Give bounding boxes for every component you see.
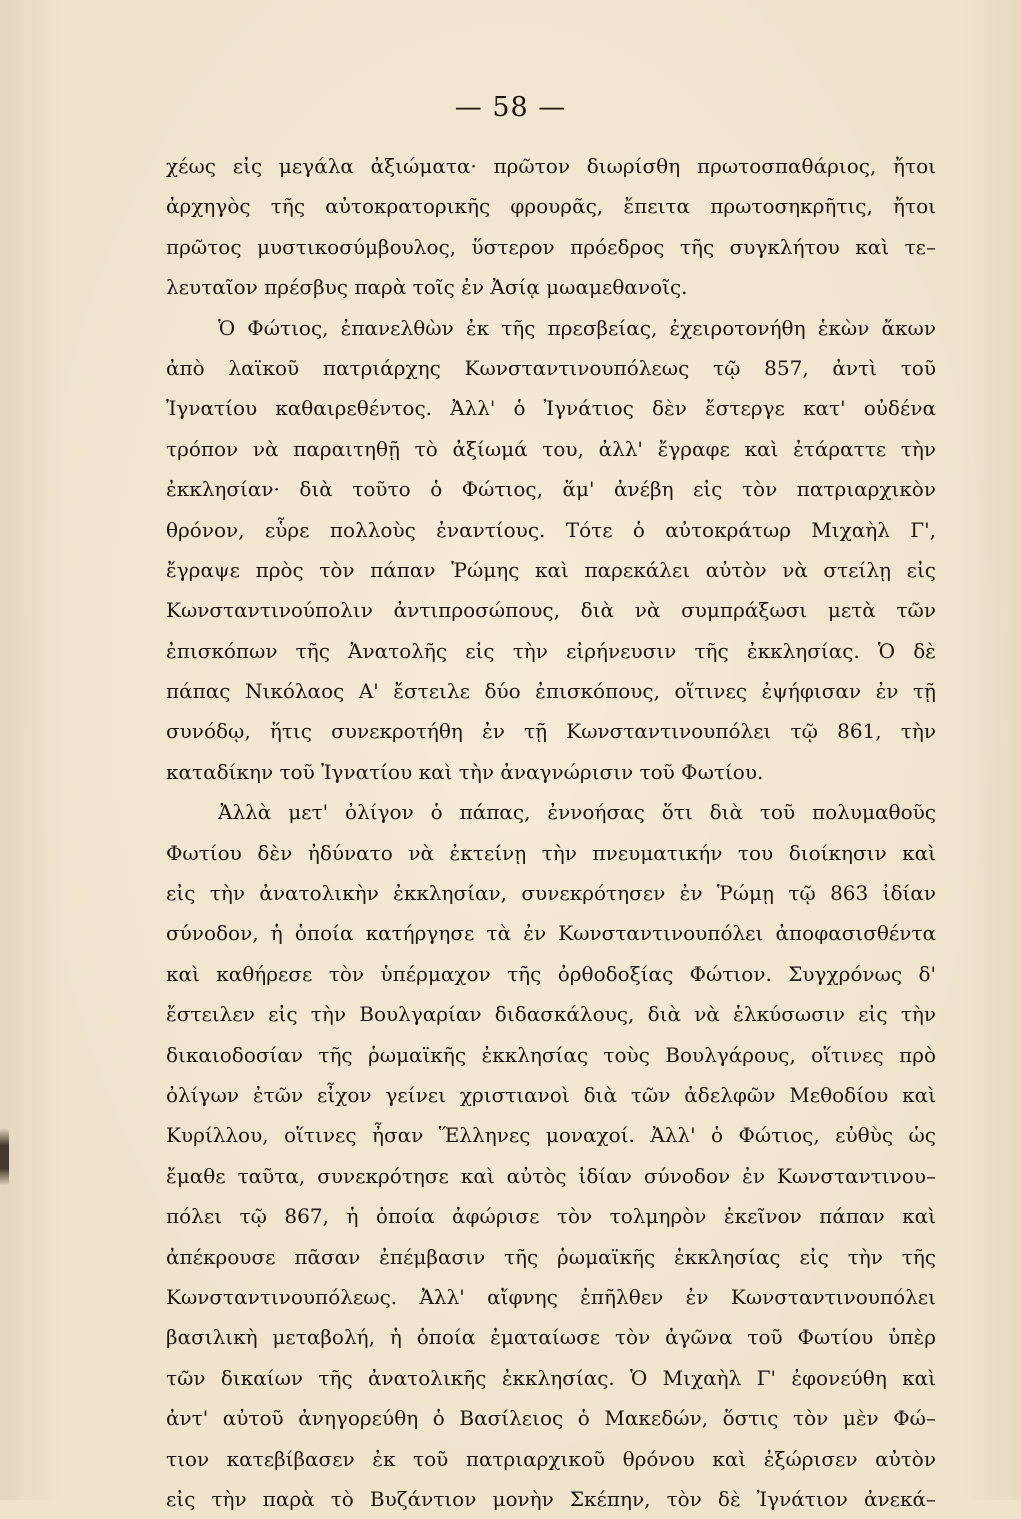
text-line: ἀντ' αὐτοῦ ἀνηγορεύθη ὁ Βασίλειος ὁ Μακεδών, ὅστις τὸν μὲν Φώ– (166, 1406, 936, 1431)
text-line: ἀπέκρουσε πᾶσαν ἐπέμβασιν τῆς ῥωμαϊκῆς ἐκκλησίας εἰς τὴν τῆς (166, 1244, 936, 1269)
body-text (166, 146, 936, 1519)
text-line: εἰς τὴν ἀνατολικὴν ἐκκλησίαν, συνεκρότησεν ἐν Ῥώμῃ τῷ 863 ἰδίαν (166, 881, 936, 906)
text-line: καὶ καθήρεσε τὸν ὑπέρμαχον τῆς ὀρθοδοξίας Φώτιον. Συγχρόνως δ' (166, 961, 936, 986)
text-line: πόλει τῷ 867, ἡ ὁποία ἀφώρισε τὸν τολμηρὸν ἐκεῖνον πάπαν καὶ (166, 1204, 936, 1229)
text-line: θρόνον, εὗρε πολλοὺς ἐναντίους. Τότε ὁ αὐτοκράτωρ Μιχαὴλ Γ', (166, 517, 936, 542)
text-line: Ἀλλὰ μετ' ὀλίγον ὁ πάπας, ἐννοήσας ὅτι διὰ τοῦ πολυμαθοῦς (218, 800, 936, 825)
text-line: καταδίκην τοῦ Ἰγνατίου καὶ τὴν ἀναγνώρισιν τοῦ Φωτίου. (166, 759, 764, 784)
text-line: ἔγραψε πρὸς τὸν πάπαν Ῥώμης καὶ παρεκάλει αὐτὸν νὰ στείλῃ εἰς (166, 557, 936, 582)
text-line: Κωνσταντινούπολιν ἀντιπροσώπους, διὰ νὰ συμπράξωσι μετὰ τῶν (166, 598, 936, 623)
text-line: βασιλικὴ μεταβολή, ἡ ὁποία ἐματαίωσε τὸν ἀγῶνα τοῦ Φωτίου ὑπὲρ (166, 1325, 936, 1350)
text-line: Κυρίλλου, οἵτινες ἦσαν Ἕλληνες μοναχοί. Ἀλλ' ὁ Φώτιος, εὐθὺς ὡς (166, 1123, 936, 1148)
text-line: τρόπον νὰ παραιτηθῇ τὸ ἀξίωμά του, ἀλλ' ἔγραφε καὶ ἐτάραττε τὴν (166, 436, 936, 461)
text-line: συνόδῳ, ἥτις συνεκροτήθη ἐν τῇ Κωνσταντινουπόλει τῷ 861, τὴν (166, 719, 936, 744)
text-line: σύνοδον, ἡ ὁποία κατήργησε τὰ ἐν Κωνσταντινουπόλει ἀποφασισθέντα (166, 921, 936, 946)
margin-ink-mark (0, 1128, 9, 1186)
text-line: πάπας Νικόλαος Α' ἔστειλε δύο ἐπισκόπους, οἵτινες ἐψήφισαν ἐν τῇ (166, 679, 936, 704)
text-line: δικαιοδοσίαν τῆς ῥωμαϊκῆς ἐκκλησίας τοὺς Βουλγάρους, οἵτινες πρὸ (166, 1042, 936, 1067)
text-line: ἐκκλησίαν· διὰ τοῦτο ὁ Φώτιος, ἅμ' ἀνέβη εἰς τὸν πατριαρχικὸν (166, 477, 936, 502)
page-number: — 58 — (454, 92, 567, 123)
text-line: Φωτίου δὲν ἠδύνατο νὰ ἐκτείνῃ τὴν πνευματικήν του διοίκησιν καὶ (166, 840, 936, 865)
text-line: ἀρχηγὸς τῆς αὐτοκρατορικῆς φρουρᾶς, ἔπειτα πρωτοσηκρῆτις, ἤτοι (166, 194, 936, 219)
text-line: εἰς τὴν παρὰ τὸ Βυζάντιον μονὴν Σκέπην, τὸν δὲ Ἰγνάτιον ἀνεκά– (166, 1486, 936, 1511)
text-line: ὀλίγων ἐτῶν εἶχον γείνει χριστιανοὶ διὰ τῶν ἀδελφῶν Μεθοδίου καὶ (166, 1082, 936, 1107)
text-line: ἔμαθε ταῦτα, συνεκρότησε καὶ αὐτὸς ἰδίαν σύνοδον ἐν Κωνσταντινου– (166, 1163, 936, 1188)
text-line: ἐπισκόπων τῆς Ἀνατολῆς εἰς τὴν εἰρήνευσιν τῆς ἐκκλησίας. Ὁ δὲ (166, 638, 936, 663)
text-line: πρῶτος μυστικοσύμβουλος, ὕστερον πρόεδρος τῆς συγκλήτου καὶ τε– (166, 234, 936, 259)
text-line: τῶν δικαίων τῆς ἀνατολικῆς ἐκκλησίας. Ὁ Μιχαὴλ Γ' ἐφονεύθη καὶ (166, 1365, 936, 1390)
text-line: χέως εἰς μεγάλα ἀξιώματα· πρῶτον διωρίσθη πρωτοσπαθάριος, ἤτοι (166, 154, 936, 178)
text-line: Κωνσταντινουπόλεως. Ἀλλ' αἴφνης ἐπῆλθεν ἐν Κωνσταντινουπόλει (166, 1284, 936, 1309)
text-line: τιον κατεβίβασεν ἐκ τοῦ πατριαρχικοῦ θρόνου καὶ ἐξώρισεν αὐτὸν (166, 1446, 936, 1471)
text-line: λευταῖον πρέσβυς παρὰ τοῖς ἐν Ἀσίᾳ μωαμεθανοῖς. (166, 275, 688, 300)
text-line: Ὁ Φώτιος, ἐπανελθὼν ἐκ τῆς πρεσβείας, ἐχειροτονήθη ἑκὼν ἄκων (218, 315, 936, 340)
text-line: Ἰγνατίου καθαιρεθέντος. Ἀλλ' ὁ Ἰγνάτιος δὲν ἔστεργε κατ' οὐδένα (166, 396, 936, 421)
text-line: ἀπὸ λαϊκοῦ πατριάρχης Κωνσταντινουπόλεως τῷ 857, ἀντὶ τοῦ (166, 355, 936, 380)
text-line: ἔστειλεν εἰς τὴν Βουλγαρίαν διδασκάλους, διὰ νὰ ἑλκύσωσιν εἰς τὴν (166, 1002, 936, 1027)
